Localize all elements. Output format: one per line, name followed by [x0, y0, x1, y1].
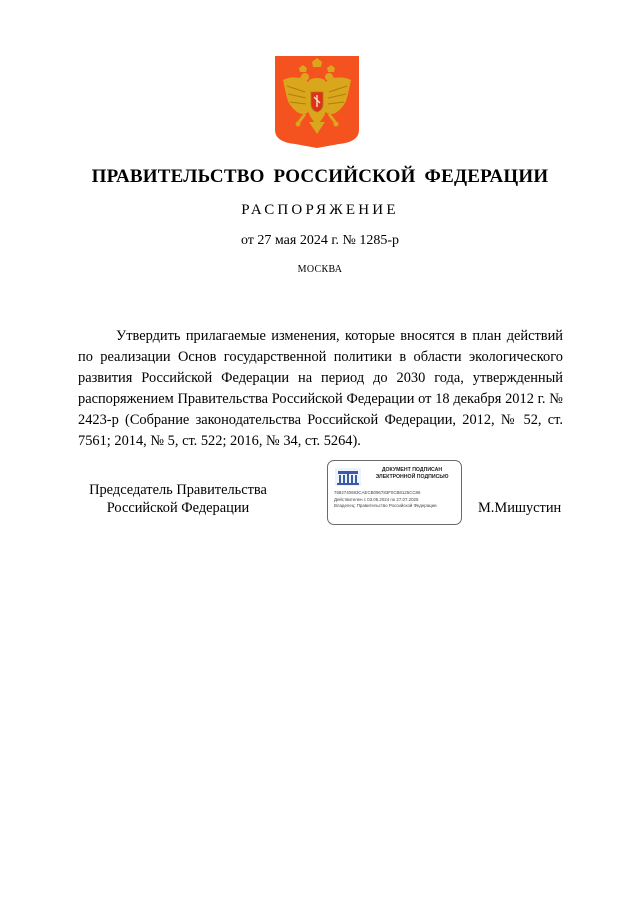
- government-building-icon: [334, 467, 362, 487]
- document-body-paragraph: Утвердить прилагаемые изменения, которые вносятся в план действий по реализации Основ государственной политики в области экологического развития Российской Федерации на период до 2030 года, утвержденный распоряжением Правительства Российской Федерации от 18 декабря 2012 г. № 2423-р (Собрание законодательства Российской Федерации, 2012, № 52, ст. 7561; 2014, № 5, ст. 522; 2016, № 34, ст. 5264).: [78, 328, 563, 449]
- certificate-owner: Владелец: Правительство Российской Федерации: [334, 503, 437, 508]
- signature-stamp-heading: [364, 467, 460, 481]
- coat-of-arms-icon: [275, 56, 359, 148]
- signatory-name: М.Мишустин: [478, 500, 562, 516]
- signature-stamp-heading-line1: ДОКУМЕНТ ПОДПИСАН: [381, 467, 443, 473]
- government-title: ПРАВИТЕЛЬСТВО РОССИЙСКОЙ ФЕДЕРАЦИИ: [91, 166, 549, 187]
- electronic-signature-stamp: [327, 460, 462, 525]
- certificate-number: 7682740693CAECB096783F0CB8125CC86: [334, 490, 421, 495]
- signature-stamp-heading-line2: ЭЛЕКТРОННОЙ ПОДПИСЬЮ: [375, 474, 449, 480]
- certificate-validity: Действителен с 03.05.2024 по 27.07.2025: [334, 497, 419, 502]
- document-date-number: от 27 мая 2024 г. № 1285-р: [240, 233, 400, 248]
- signatory-position-line1: Председатель Правительства: [89, 482, 267, 498]
- document-type: РАСПОРЯЖЕНИЕ: [241, 202, 399, 218]
- signatory-position: [78, 481, 278, 517]
- document-city: МОСКВА: [297, 264, 343, 275]
- signatory-position-line2: Российской Федерации: [106, 500, 250, 516]
